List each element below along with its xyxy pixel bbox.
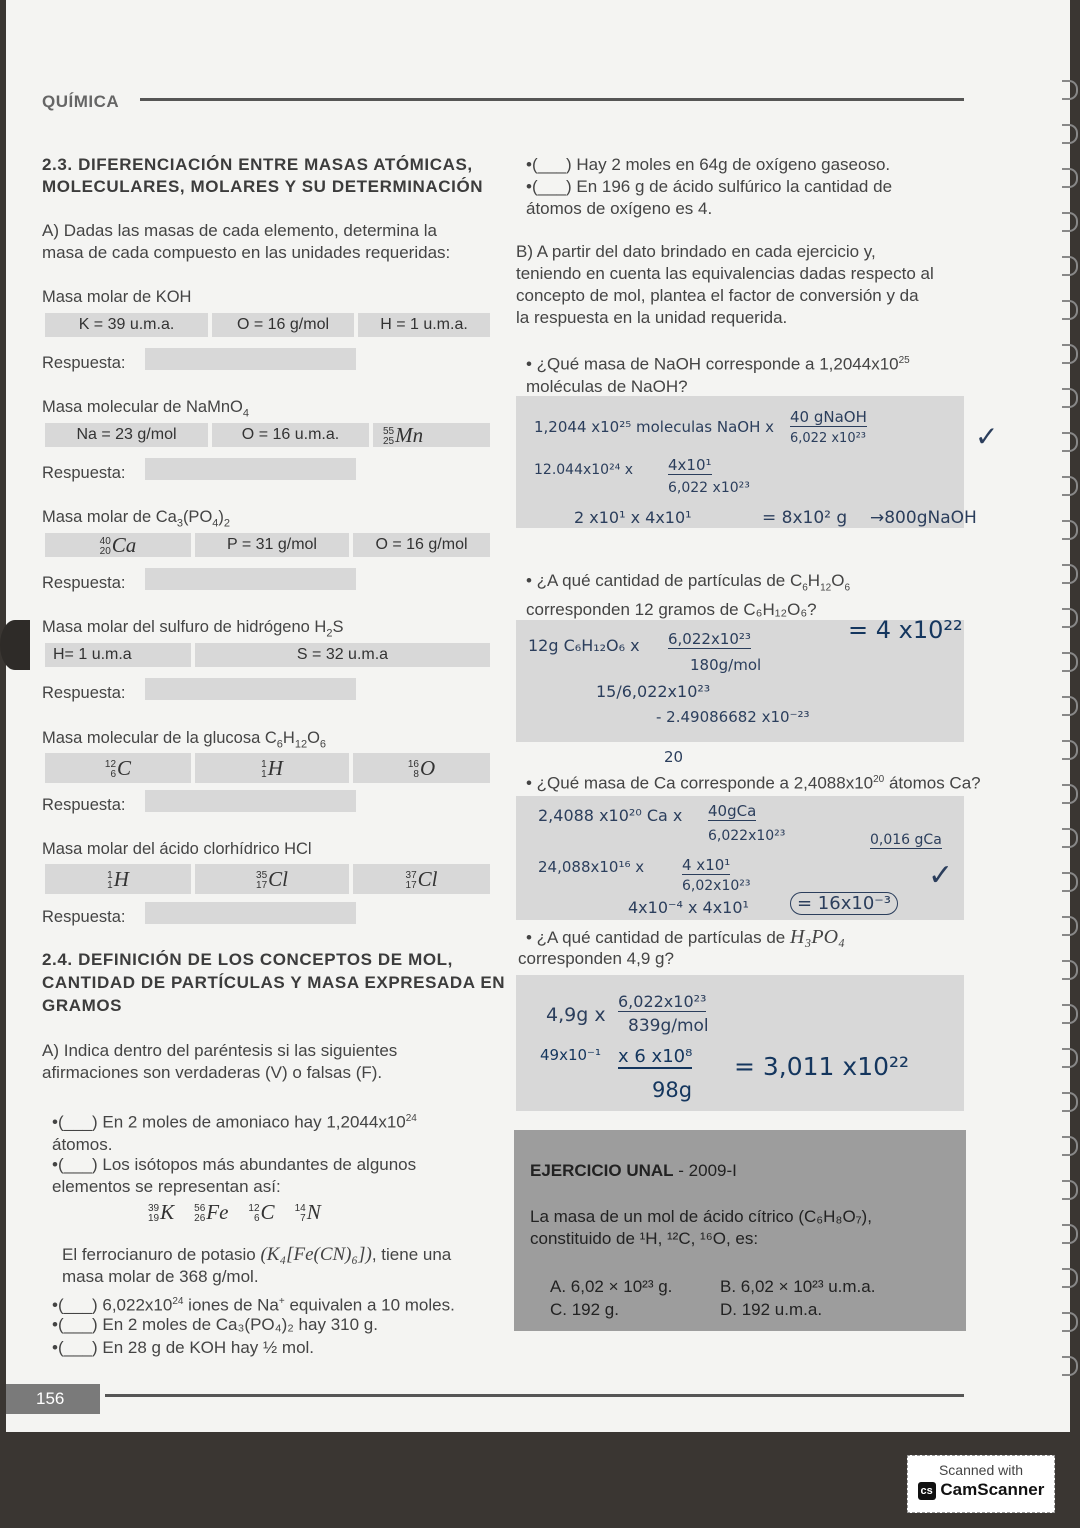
hw-q4-result: = 3,011 x10²² [734, 1052, 910, 1081]
answer-box-koh[interactable] [145, 348, 356, 370]
statement-3: •(___) $6,022x10^{24}$ iones de Na+ equivalen a 10 moles. [52, 1295, 455, 1315]
koh-title: Masa molar de KOH [42, 288, 192, 306]
question-4: • ¿A qué cantidad de partículas de H₃PO₄ [526, 926, 845, 948]
check-mark-q1: ✓ [975, 420, 999, 453]
koh-cell-o: O = 16 g/mol [212, 313, 354, 337]
camscanner-watermark [907, 1455, 1055, 1513]
hw-q3-line1: 2,4088 x10²⁰ Ca x [538, 806, 683, 825]
section-23-instructions: A) Dadas las masas de cada elemento, determina la masa de cada compuesto en las unidades requeridas: [42, 221, 451, 262]
exercise-question: La masa de un mol de ácido cítrico (C₆H₈O₇), constituido de ¹H, ¹²C, ¹⁶O, es: [530, 1207, 872, 1248]
glucosa-cell-h: 1 1 H [195, 753, 349, 783]
ca3po4-cell-ca: 40 20 Ca [45, 533, 191, 557]
option-b[interactable]: B. 6,02 × 10²³ u.m.a. [720, 1277, 876, 1296]
hw-q4-frac-den: 839g/mol [628, 1016, 709, 1036]
hw-q3-frac-den: 6,022x10²³ [708, 828, 786, 844]
statement-4: •(___) En 2 moles de Ca₃(PO₄)₂ hay 310 g. [52, 1315, 378, 1334]
isotope-n: 14 7 N [294, 1200, 321, 1225]
hw-q3-line3: 4x10⁻⁴ x 4x10¹ [628, 898, 749, 917]
exercise-box [514, 1130, 966, 1331]
h2s-cell-h: H= 1 u.m.a [45, 643, 191, 667]
ca3po4-cell-p: P = 31 g/mol [195, 533, 349, 557]
question-3: • ¿Qué masa de Ca corresponde a $2,4088x10^{20}$ átomos Ca? [526, 773, 981, 793]
isotope-c: 12 6 C [248, 1200, 275, 1225]
hw-q2-result: = 4 x10²² [848, 616, 963, 644]
respuesta-label: Respuesta: [42, 796, 126, 814]
glucosa-cell-c: 12 6 C [45, 753, 191, 783]
hcl-title: Masa molar del ácido clorhídrico HCl [42, 840, 312, 858]
section-24-title: 2.4. DEFINICIÓN DE LOS CONCEPTOS DE MOL, CANTIDAD DE PARTÍCULAS Y MASA EXPRESADA EN GRAMOS [42, 950, 506, 1015]
hcl-cell-cl37: 37 17 Cl [353, 864, 490, 894]
namno4-cell-o: O = 16 u.m.a. [212, 423, 369, 447]
option-c[interactable]: C. 192 g. [550, 1300, 619, 1319]
hw-q3-frac2-den: 6,02x10²³ [682, 878, 751, 894]
hw-q2-line3: - 2.49086682 x10⁻²³ [656, 708, 810, 726]
hw-q3-result: = 16x10⁻³ [790, 892, 898, 915]
answer-box-glucosa[interactable] [145, 790, 356, 812]
statement-5: •(___) En 28 g de KOH hay ½ mol. [52, 1338, 315, 1357]
hw-q1-frac-num: 40 gNaOH [790, 408, 867, 426]
hw-q1-line1: 1,2044 x10²⁵ moleculas NaOH x [534, 418, 775, 436]
binding-shadow [0, 620, 30, 670]
option-a[interactable]: A. 6,02 × 10²³ g. [550, 1277, 673, 1296]
hw-q4-line1: 4,9g x [546, 1004, 606, 1026]
hw-q1-final: →800gNaOH [870, 508, 977, 528]
statement-1: •(___) En 2 moles de amoniaco hay $1,2044x10^{24}$ átomos. [52, 1112, 417, 1154]
hw-q1-line2: 12.044x10²⁴ x [534, 462, 634, 478]
ferrocyanide-statement: El ferrocianuro de potasio (K₄[Fe(CN)₆]), tiene una masa molar de 368 g/mol. [62, 1244, 452, 1286]
h2s-title: Masa molar del sulfuro de hidrógeno $H_2S$ [42, 618, 344, 640]
statement-right-1: •(___) Hay 2 moles en 64g de oxígeno gaseoso. [526, 155, 891, 174]
respuesta-label: Respuesta: [42, 354, 126, 372]
statement-right-2: •(___) En 196 g de ácido sulfúrico la cantidad de átomos de oxígeno es 4. [526, 177, 893, 218]
answer-box-hcl[interactable] [145, 902, 356, 924]
glucosa-title: Masa molecular de la glucosa $C_6H_{12}O_6$ [42, 729, 327, 751]
hw-q3-mark: 20 [664, 748, 684, 766]
section-24-instructions: A) Indica dentro del paréntesis si las siguientes afirmaciones son verdaderas (V) o falsas (F). [42, 1041, 398, 1082]
h2s-cell-s: S = 32 u.m.a [195, 643, 490, 667]
camscanner-brand: cs CamScanner [908, 1480, 1054, 1500]
ca3po4-cell-o: O = 16 g/mol [353, 533, 490, 557]
page-number: 156 [6, 1384, 100, 1414]
namno4-cell-na: Na = 23 g/mol [45, 423, 208, 447]
hw-q3-line2: 24,088x10¹⁶ x [538, 858, 645, 876]
camscanner-logo-icon: cs [918, 1482, 936, 1500]
question-1: • ¿Qué masa de NaOH corresponde a $1,2044x10^{25}$ moléculas de NaOH? [526, 354, 910, 396]
hw-q2-line2: 15/6,022x10²³ [596, 682, 711, 701]
question-2: • ¿A qué cantidad de partículas de $C_6H_{12}O_6$ corresponden 12 gramos de C₆H₁₂O₆? [526, 571, 850, 620]
hw-q1-line3: 2 x10¹ x 4x10¹ [574, 508, 692, 527]
hw-q2-frac-den: 180g/mol [690, 656, 762, 674]
statement-2: •(___) Los isótopos más abundantes de algunos elementos se representan así: [52, 1155, 417, 1196]
hw-q4-frac2-den: 98g [652, 1078, 693, 1102]
koh-cell-h: H = 1 u.m.a. [358, 313, 490, 337]
camscanner-line1: Scanned with [938, 1462, 1024, 1478]
hw-q1-frac2-den: 6,022 x10²³ [668, 480, 750, 496]
header-rule [140, 98, 964, 101]
footer-rule [105, 1394, 964, 1397]
section-b-instructions: B) A partir del dato brindado en cada ejercicio y, teniendo en cuenta las equivalencias dadas respecto al concepto de mol, plantea el factor de conversión y da la respuesta en la unidad requerida. [516, 242, 934, 327]
answer-box-h2s[interactable] [145, 678, 356, 700]
hw-q3-frac2-num: 4 x10¹ [682, 856, 731, 874]
namno4-cell-mn: 55 25 Mn [373, 423, 490, 447]
hw-q2-frac-num: 6,022x10²³ [668, 630, 751, 648]
respuesta-label: Respuesta: [42, 464, 126, 482]
exercise-title: EJERCICIO UNAL - 2009-I [530, 1161, 737, 1180]
hcl-cell-cl35: 35 17 Cl [195, 864, 349, 894]
hw-q4-frac2-num: x 6 x10⁸ [618, 1046, 693, 1067]
hw-q2-line1: 12g C₆H₁₂O₆ x [528, 636, 640, 655]
subject-header: QUÍMICA [42, 92, 120, 111]
hcl-cell-h: 1 1 H [45, 864, 191, 894]
respuesta-label: Respuesta: [42, 574, 126, 592]
hw-q1-frac-den: 6,022 x10²³ [790, 431, 867, 446]
hw-q1-result: = 8x10² g [762, 508, 848, 528]
hw-q4-frac-num: 6,022x10²³ [618, 992, 707, 1011]
respuesta-label: Respuesta: [42, 684, 126, 702]
answer-box-ca3po4[interactable] [145, 568, 356, 590]
glucosa-cell-o: 16 8 O [353, 753, 490, 783]
hw-q3-side: 0,016 gCa [870, 832, 942, 848]
isotope-list [148, 1200, 321, 1225]
option-d[interactable]: D. 192 u.m.a. [720, 1300, 823, 1319]
section-23-title: 2.3. DIFERENCIACIÓN ENTRE MASAS ATÓMICAS, MOLECULARES, MOLARES Y SU DETERMINACIÓN [42, 155, 484, 196]
workspace-q4[interactable] [516, 975, 964, 1111]
question-4-b: corresponden 4,9 g? [518, 949, 674, 968]
respuesta-label: Respuesta: [42, 908, 126, 926]
koh-cell-k: K = 39 u.m.a. [45, 313, 208, 337]
hw-q4-line2: 49x10⁻¹ [540, 1046, 601, 1064]
isotope-fe: 56 26 Fe [194, 1200, 229, 1225]
hw-q3-frac-num: 40gCa [708, 802, 757, 820]
hw-q1-frac2-num: 4x10¹ [668, 456, 712, 474]
check-mark-q3: ✓ [928, 858, 954, 893]
answer-box-namno4[interactable] [145, 458, 356, 480]
namno4-title: Masa molecular de NaMnO$_4$ [42, 398, 249, 420]
ca3po4-title: Masa molar de $Ca_3(PO_4)_2$ [42, 508, 231, 530]
isotope-k: 39 19 K [148, 1200, 175, 1225]
